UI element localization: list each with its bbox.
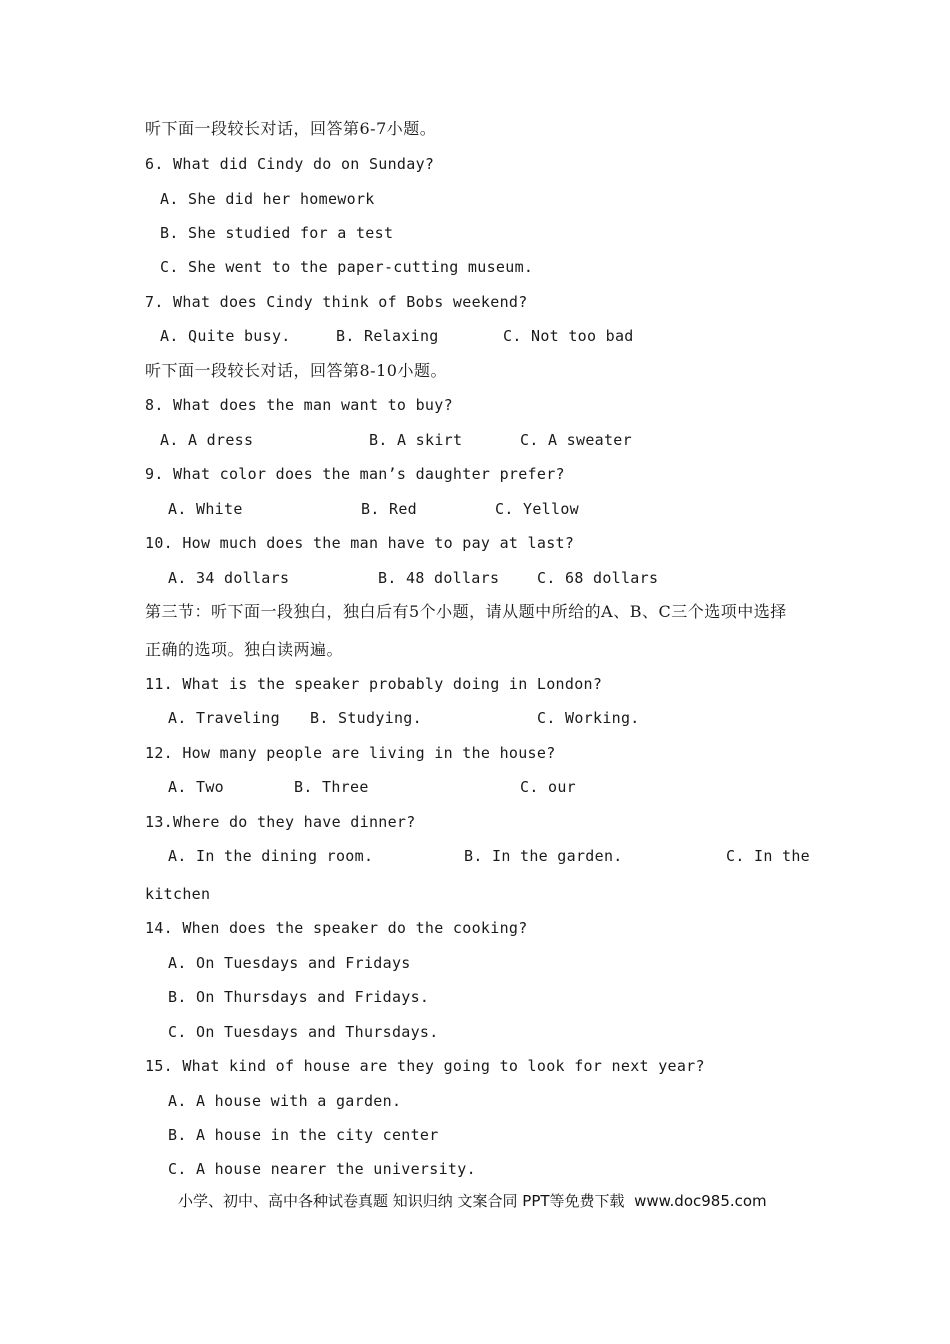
q11-option-b: B. Studying.	[310, 709, 422, 727]
q13-option-c: C. In the	[726, 847, 810, 865]
q12-option-c: C. our	[520, 778, 576, 796]
q15-option-a: A. A house with a garden.	[168, 1092, 402, 1110]
question-12: 12. How many people are living in the house?	[145, 744, 556, 762]
question-11: 11. What is the speaker probably doing in London?	[145, 675, 603, 693]
section-3-intro-line-1: 第三节：听下面一段独白，独白后有5个小题，请从题中所给的A、B、C三个选项中选择	[145, 602, 787, 621]
question-10: 10. How much does the man have to pay at last?	[145, 534, 575, 552]
q13-option-a: A. In the dining room.	[168, 847, 374, 865]
q7-option-c: C. Not too bad	[503, 327, 634, 345]
q10-option-a: A. 34 dollars	[168, 569, 290, 587]
q9-option-a: A. White	[168, 500, 243, 518]
q9-option-b: B. Red	[361, 500, 417, 518]
question-8: 8. What does the man want to buy?	[145, 396, 453, 414]
q9-option-c: C. Yellow	[495, 500, 579, 518]
q14-option-b: B. On Thursdays and Fridays.	[168, 988, 430, 1006]
question-14: 14. When does the speaker do the cooking?	[145, 919, 528, 937]
q6-option-c: C. She went to the paper-cutting museum.	[160, 258, 534, 276]
q8-option-c: C. A sweater	[520, 431, 632, 449]
q15-option-b: B. A house in the city center	[168, 1126, 439, 1144]
q13-option-c-continued: kitchen	[145, 885, 211, 903]
question-9: 9. What color does the man’s daughter prefer?	[145, 465, 565, 483]
q8-option-b: B. A skirt	[369, 431, 463, 449]
q11-option-a: A. Traveling	[168, 709, 280, 727]
q12-option-b: B. Three	[294, 778, 369, 796]
q13-option-b: B. In the garden.	[464, 847, 623, 865]
section-intro-6-7: 听下面一段较长对话，回答第6-7小题。	[145, 119, 437, 138]
question-13: 13.Where do they have dinner?	[145, 813, 416, 831]
question-15: 15. What kind of house are they going to look for next year?	[145, 1057, 705, 1075]
question-6: 6. What did Cindy do on Sunday?	[145, 155, 435, 173]
q6-option-b: B. She studied for a test	[160, 224, 394, 242]
q10-option-b: B. 48 dollars	[378, 569, 500, 587]
q15-option-c: C. A house nearer the university.	[168, 1160, 476, 1178]
q14-option-a: A. On Tuesdays and Fridays	[168, 954, 411, 972]
q8-option-a: A. A dress	[160, 431, 254, 449]
q14-option-c: C. On Tuesdays and Thursdays.	[168, 1023, 439, 1041]
section-intro-8-10: 听下面一段较长对话，回答第8-10小题。	[145, 361, 447, 380]
q11-option-c: C. Working.	[537, 709, 640, 727]
q7-option-a: A. Quite busy.	[160, 327, 291, 345]
section-3-intro-line-2: 正确的选项。独白读两遍。	[145, 640, 344, 659]
q10-option-c: C. 68 dollars	[537, 569, 659, 587]
question-7: 7. What does Cindy think of Bobs weekend?	[145, 293, 528, 311]
page-footer: 小学、初中、高中各种试卷真题 知识归纳 文案合同 PPT等免费下载 www.doc985.com	[178, 1192, 767, 1210]
q6-option-a: A. She did her homework	[160, 190, 375, 208]
q12-option-a: A. Two	[168, 778, 224, 796]
q7-option-b: B. Relaxing	[336, 327, 439, 345]
